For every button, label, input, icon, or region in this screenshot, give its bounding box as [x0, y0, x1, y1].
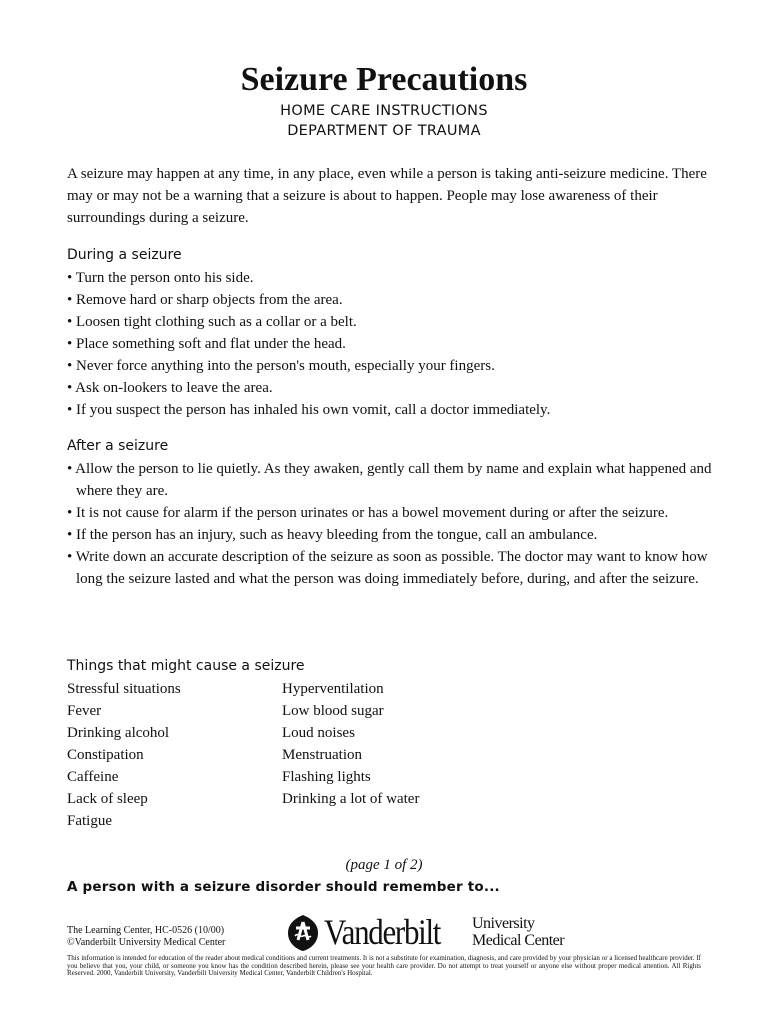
list-item: Stressful situations [67, 681, 181, 697]
vanderbilt-logo [286, 914, 576, 954]
remember-heading: A person with a seizure disorder should remember to... [67, 879, 500, 895]
intro-paragraph: A seizure may happen at any time, in any place, even while a person is taking anti-seizure medicine. There may or may not be a warning that a seizure is about to happen. People may lose awareness of their surroundings during a seizure. [67, 166, 707, 226]
list-item: Drinking a lot of water [282, 791, 420, 807]
list-item: Fever [67, 703, 102, 719]
list-item: • Turn the person onto his side. [67, 270, 254, 286]
footer-credits [67, 925, 225, 949]
during-seizure-list [67, 267, 737, 421]
logo-university: University [472, 915, 535, 932]
list-item: • If the person has an injury, such as heavy bleeding from the tongue, call an ambulance. [67, 527, 598, 543]
causes-list-right [282, 678, 419, 810]
list-item: Constipation [67, 747, 144, 763]
list-item: Caffeine [67, 769, 119, 785]
logo-wordmark: Vanderbilt [324, 912, 441, 952]
list-item: • Write down an accurate description of the seizure as soon as possible. The doctor may want to know how long the seizure lasted and what the person was doing immediately before, during, and after the seizure. [67, 549, 708, 587]
oak-leaf-icon [286, 914, 320, 952]
list-item: • If you suspect the person has inhaled his own vomit, call a doctor immediately. [67, 402, 551, 418]
page-title: Seizure Precautions [240, 61, 528, 98]
during-seizure-heading: During a seizure [67, 247, 182, 263]
subtitle-department: DEPARTMENT OF TRAUMA [287, 123, 481, 139]
list-item: Loud noises [282, 725, 355, 741]
list-item: • Remove hard or sharp objects from the area. [67, 292, 343, 308]
list-item: • Ask on-lookers to leave the area. [67, 380, 273, 396]
logo-medical-center: Medical Center [472, 932, 565, 949]
list-item: Hyperventilation [282, 681, 384, 697]
list-item: • It is not cause for alarm if the person urinates or has a bowel movement during or after the seizure. [67, 505, 669, 521]
list-item: • Place something soft and flat under the head. [67, 336, 346, 352]
footer-learning-center: The Learning Center, HC-0526 (10/00) [67, 925, 225, 936]
list-item: Lack of sleep [67, 791, 148, 807]
list-item: Low blood sugar [282, 703, 384, 719]
list-item: • Loosen tight clothing such as a collar or a belt. [67, 314, 357, 330]
list-item: Menstruation [282, 747, 362, 763]
causes-list-left [67, 678, 181, 832]
after-seizure-heading: After a seizure [67, 438, 169, 454]
list-item: Drinking alcohol [67, 725, 170, 741]
list-item: Fatigue [67, 813, 112, 829]
list-item: • Allow the person to lie quietly. As they awaken, gently call them by name and explain what happened and where they are. [67, 461, 712, 499]
list-item: • Never force anything into the person's mouth, especially your fingers. [67, 358, 495, 374]
disclaimer-text: This information is intended for education of the reader about medical conditions and current treatments. It is not a substitute for examination, diagnosis, and care provided by your physician or a licensed healthcare provider. If you believe that you, your child, or someone you know has the condition described herein, please see your health care provider. Do not attempt to treat yourself or anyone else without proper medical attention. All Rights Reserved. 2000, Vanderbilt University, Vanderbilt University Medical Center, Vanderbilt Children's Hospital. [67, 954, 701, 977]
subtitle-home-care: HOME CARE INSTRUCTIONS [280, 103, 488, 119]
causes-heading: Things that might cause a seizure [67, 658, 305, 674]
page-indicator: (page 1 of 2) [345, 857, 423, 873]
after-seizure-list [67, 458, 737, 590]
footer-copyright: ©Vanderbilt University Medical Center [67, 937, 226, 948]
list-item: Flashing lights [282, 769, 371, 785]
